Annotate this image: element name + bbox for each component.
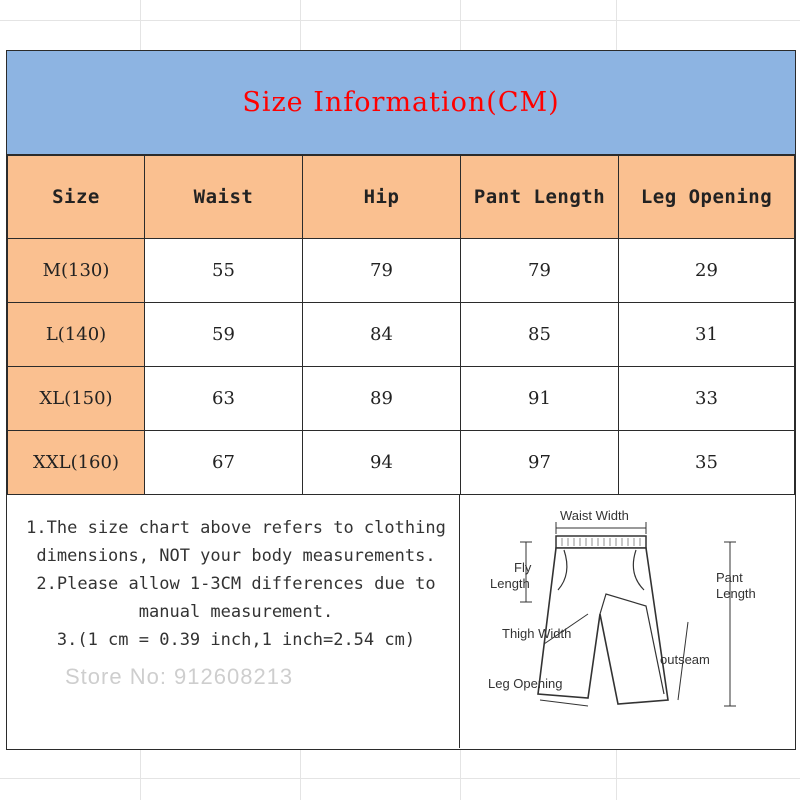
header-leg-opening: Leg Opening xyxy=(619,156,795,239)
table-cell: 94 xyxy=(303,431,461,495)
gridline xyxy=(0,20,800,21)
size-label: L(140) xyxy=(8,303,145,367)
table-header-row xyxy=(8,156,795,239)
leg-opening-label: Leg Opening xyxy=(488,676,563,691)
note-item: 1.The size chart above refers to clothing dimensions, NOT your body measurements. xyxy=(26,518,446,566)
store-watermark: Store No: 912608213 xyxy=(65,664,294,689)
table-cell: 31 xyxy=(619,303,795,367)
table-cell: 59 xyxy=(145,303,303,367)
table-cell: 84 xyxy=(303,303,461,367)
size-label: XXL(160) xyxy=(8,431,145,495)
table-cell: 55 xyxy=(145,239,303,303)
table-cell: 89 xyxy=(303,367,461,431)
notes-panel xyxy=(7,494,460,748)
table-cell: 67 xyxy=(145,431,303,495)
table-cell: 63 xyxy=(145,367,303,431)
pant-length-label: Length xyxy=(716,586,756,601)
table-row xyxy=(8,239,795,303)
fly-length-label: Length xyxy=(490,576,530,591)
size-table xyxy=(7,155,795,495)
note-item: 3.(1 cm = 0.39 inch,1 inch=2.54 cm) xyxy=(56,630,416,650)
pant-label: Pant xyxy=(716,570,743,585)
table-row xyxy=(8,367,795,431)
fly-label: Fly xyxy=(514,560,532,575)
pants-diagram xyxy=(460,494,794,748)
table-cell: 79 xyxy=(461,239,619,303)
header-waist: Waist xyxy=(145,156,303,239)
table-cell: 91 xyxy=(461,367,619,431)
table-cell: 33 xyxy=(619,367,795,431)
table-cell: 85 xyxy=(461,303,619,367)
table-cell: 97 xyxy=(461,431,619,495)
thigh-width-label: Thigh Width xyxy=(502,626,572,641)
notes-list xyxy=(21,514,451,654)
gridline xyxy=(0,778,800,779)
pants-measurement-illustration xyxy=(460,494,794,748)
page-title: Size Information(CM) xyxy=(242,87,560,118)
table-cell: 79 xyxy=(303,239,461,303)
note-item: 2.Please allow 1-3CM differences due to manual measurement. xyxy=(36,574,436,622)
table-row xyxy=(8,303,795,367)
table-cell: 29 xyxy=(619,239,795,303)
size-chart xyxy=(6,50,796,750)
size-label: XL(150) xyxy=(8,367,145,431)
table-row xyxy=(8,431,795,495)
waist-width-label: Waist Width xyxy=(560,508,629,523)
header-hip: Hip xyxy=(303,156,461,239)
table-cell: 35 xyxy=(619,431,795,495)
header-size: Size xyxy=(8,156,145,239)
leg-opening-arrow xyxy=(540,700,588,706)
title-banner xyxy=(7,51,795,155)
waistband xyxy=(556,536,646,548)
size-label: M(130) xyxy=(8,239,145,303)
outseam-label: outseam xyxy=(660,652,710,667)
header-pant-length: Pant Length xyxy=(461,156,619,239)
